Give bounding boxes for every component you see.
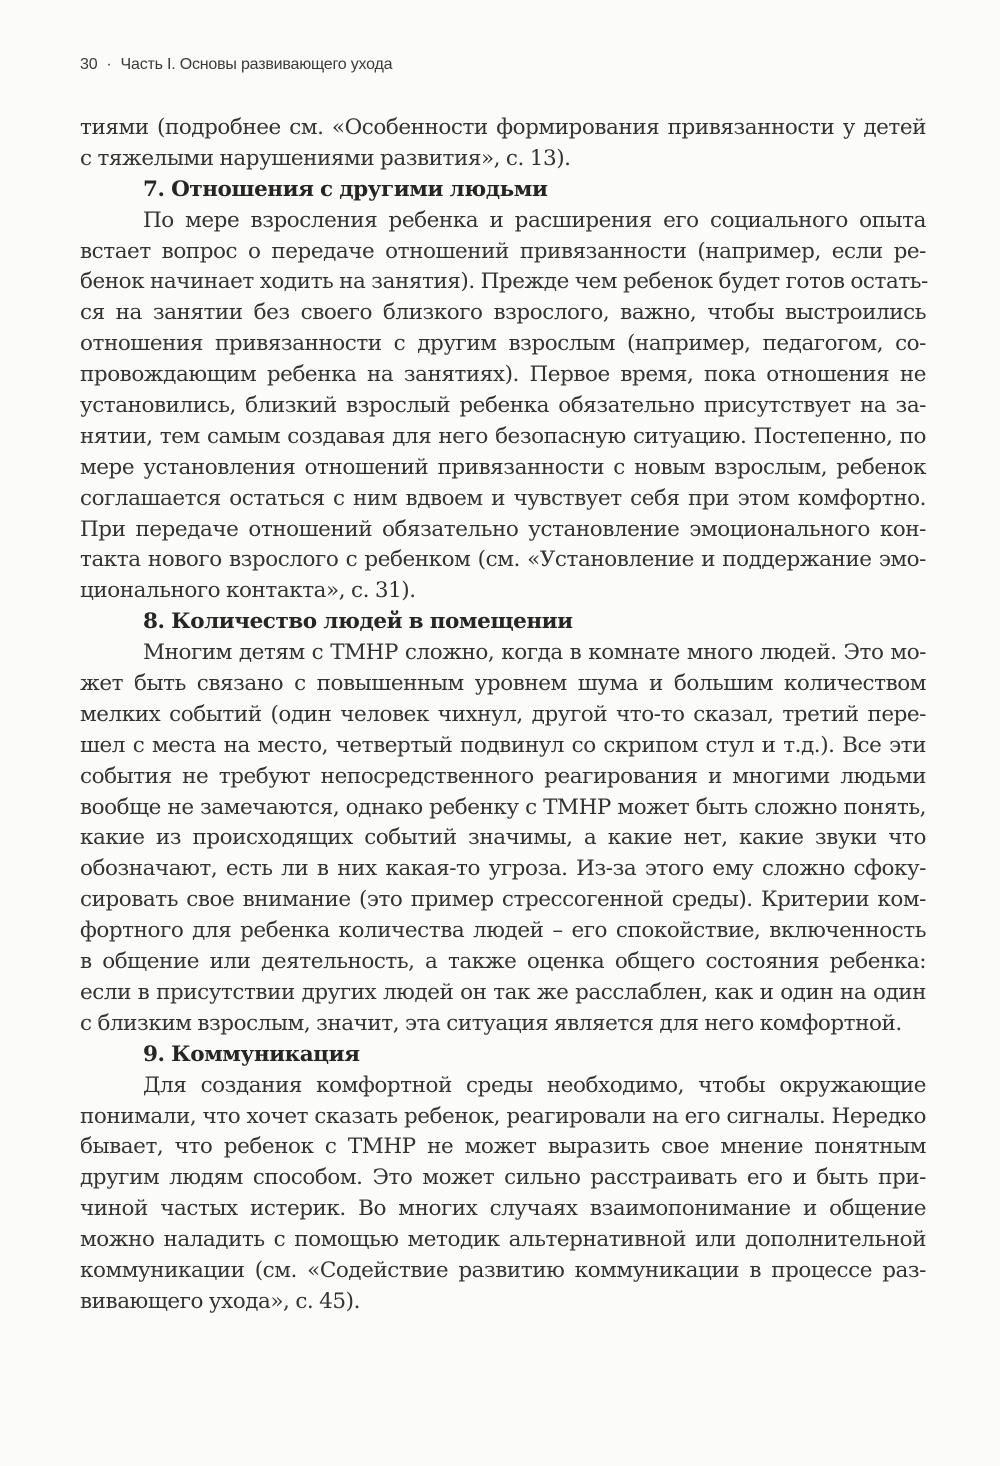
text-line: если в присутствии других людей он так же расслаблен, как и один на один xyxy=(80,979,926,1005)
text-line: установились, близкий взрослый ребенка обязательно присутствует на за- xyxy=(80,393,926,419)
text-line: коммуникации (см. «Содействие развитию коммуникации в процессе раз- xyxy=(80,1257,926,1283)
text-line: чиной частых истерик. Во многих случаях взаимопонимание и общение xyxy=(80,1196,926,1222)
text-line: какие из происходящих событий значимы, а какие нет, какие звуки что xyxy=(80,825,926,851)
text-line: вивающего ухода», с. 45). xyxy=(80,1288,360,1314)
section-heading-9: 9. Коммуникация xyxy=(143,1041,360,1067)
text-line: мере установления отношений привязанности с новым взрослым, ребенок xyxy=(80,454,926,480)
text-line: с тяжелыми нарушениями развития», с. 13). xyxy=(80,145,571,171)
text-line: ся на занятии без своего близкого взрослого, важно, чтобы выстроились xyxy=(80,300,926,326)
text-line: ционального контакта», с. 31). xyxy=(80,578,416,604)
text-line: жет быть связано с повышенным уровнем шума и большим количеством xyxy=(80,671,926,697)
text-line: отношения привязанности с другим взрослым (например, педагогом, со- xyxy=(80,331,926,357)
text-line: в общение или деятельность, а также оценка общего состояния ребенка: xyxy=(80,949,926,975)
body-text xyxy=(80,113,926,1318)
text-line: тиями (подробнее см. «Особенности формирования привязанности у детей xyxy=(80,115,926,140)
text-line: вообще не замечаются, однако ребенку с ТМНР может быть сложно понять, xyxy=(80,794,926,820)
text-line: можно наладить с помощью методик альтернативной или дополнительной xyxy=(80,1227,926,1253)
section-heading-7: 7. Отношения с другими людьми xyxy=(143,176,548,202)
text-line: события не требуют непосредственного реагирования и многими людьми xyxy=(80,763,926,789)
text-line: сировать свое внимание (это пример стрессогенной среды). Критерии ком- xyxy=(80,887,926,913)
text-line: По мере взросления ребенка и расширения его социального опыта xyxy=(143,207,926,233)
text-line: с близким взрослым, значит, эта ситуация является для него комфортной. xyxy=(80,1010,902,1036)
text-line: провождающим ребенка на занятиях). Первое время, пока отношения не xyxy=(80,362,926,388)
text-line: шел с места на место, четвертый подвинул со скрипом стул и т.д.). Все эти xyxy=(80,732,926,758)
section-heading-8: 8. Количество людей в помещении xyxy=(143,609,573,635)
text-line: соглашается остаться с ним вдвоем и чувствует себя при этом комфортно. xyxy=(80,485,926,511)
text-line: другим людям способом. Это может сильно расстраивать его и быть при- xyxy=(80,1165,926,1191)
text-line: нятии, тем самым создавая для него безопасную ситуацию. Постепенно, по xyxy=(80,423,926,449)
text-line: обозначают, есть ли в них какая-то угроза. Из-за этого ему сложно сфоку- xyxy=(80,856,926,882)
running-head xyxy=(80,56,392,74)
running-head-separator: · xyxy=(106,56,112,73)
page-number: 30 xyxy=(80,56,98,73)
text-line: Многим детям с ТМНР сложно, когда в комнате много людей. Это мо- xyxy=(143,640,926,666)
text-line: бывает, что ребенок с ТМНР не может выразить свое мнение понятным xyxy=(80,1134,926,1160)
text-line: Для создания комфортной среды необходимо, чтобы окружающие xyxy=(143,1072,926,1098)
text-line: При передаче отношений обязательно установление эмоционального кон- xyxy=(80,516,926,542)
text-line: встает вопрос о передаче отношений привязанности (например, если ре- xyxy=(80,238,926,264)
text-line: бенок начинает ходить на занятия). Прежде чем ребенок будет готов остать- xyxy=(80,269,928,295)
text-line: мелких событий (один человек чихнул, другой что-то сказал, третий пере- xyxy=(80,701,926,727)
text-line: такта нового взрослого с ребенком (см. «Установление и поддержание эмо- xyxy=(80,547,926,573)
text-line: фортного для ребенка количества людей – его спокойствие, включенность xyxy=(80,918,926,944)
text-line: понимали, что хочет сказать ребенок, реагировали на его сигналы. Нередко xyxy=(80,1103,926,1129)
part-title: Часть I. Основы развивающего ухода xyxy=(120,56,393,73)
